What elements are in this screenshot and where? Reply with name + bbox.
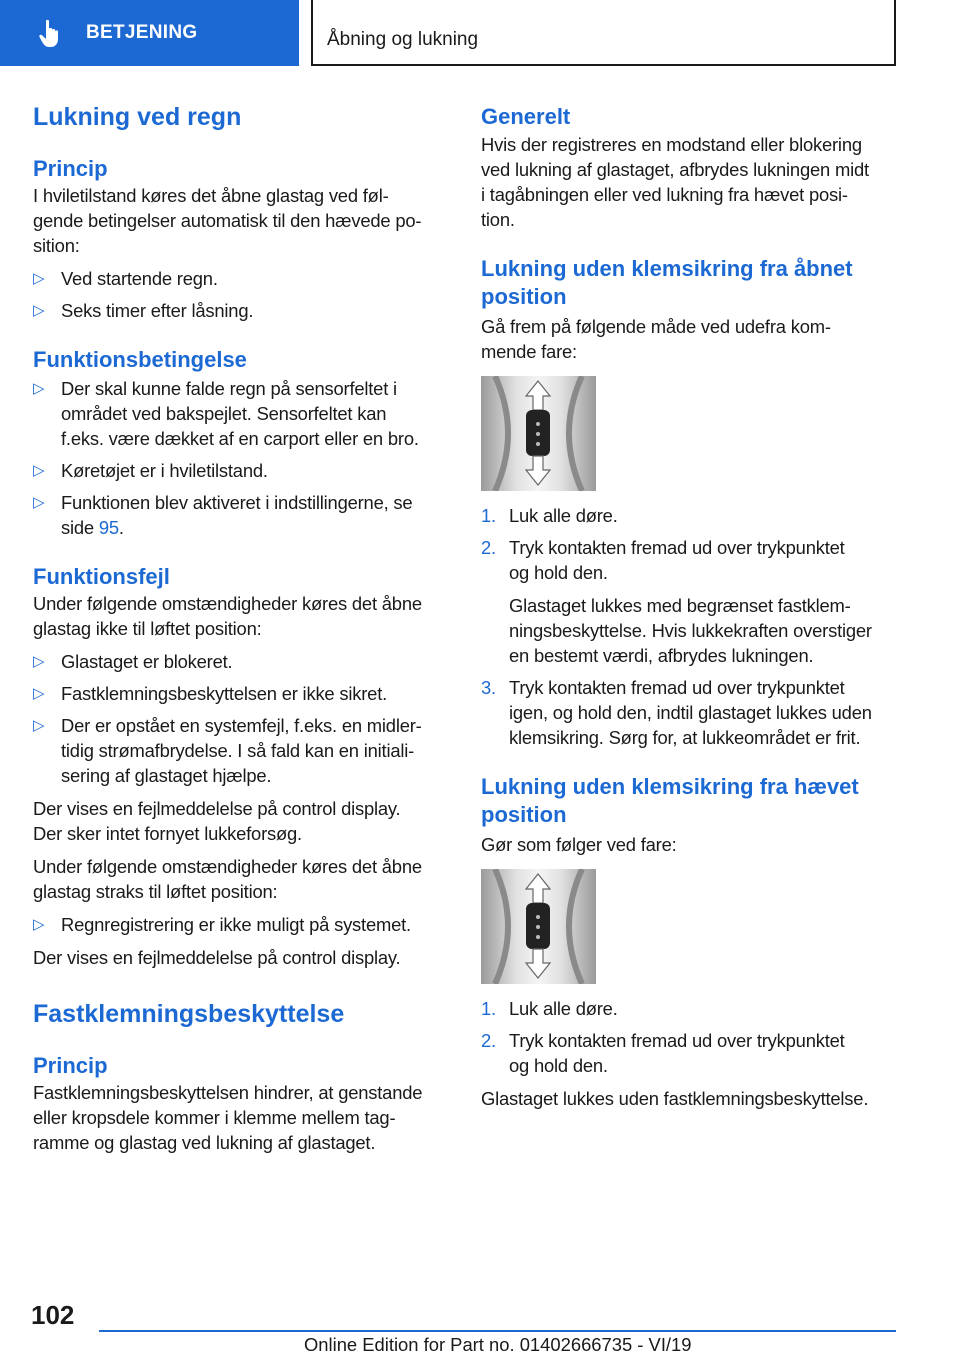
section-tab[interactable]	[0, 0, 299, 66]
triangle-bullet-icon: ▷	[33, 270, 45, 287]
triangle-bullet-icon: ▷	[33, 916, 45, 933]
list-item: ▷ Fastklemningsbeskyttelsen er ikke sikret.	[33, 683, 388, 704]
heading-lukning-aabnet: Lukning uden klemsikring fra åbnet position	[481, 256, 853, 309]
left-column	[33, 100, 449, 1155]
paragraph-princip: I hviletilstand køres det åbne glastag ved føl- gende betingelser automatisk til den hævede po- sition:	[33, 185, 422, 256]
list-item: 1. Luk alle døre.	[481, 998, 618, 1019]
list-item: 3. Tryk kontakten fremad ud over trykpunktet igen, og hold den, indtil glastaget lukkes uden klemsikring. Sørg for, at lukkeområdet er frit.	[481, 677, 872, 748]
triangle-bullet-icon: ▷	[33, 302, 45, 319]
heading-princip: Princip	[33, 156, 108, 181]
paragraph-haevet-intro: Gør som følger ved fare:	[481, 834, 677, 855]
triangle-bullet-icon: ▷	[33, 685, 45, 702]
heading-funktionsbetingelse: Funktionsbetingelse	[33, 347, 247, 372]
paragraph-generelt: Hvis der registreres en modstand eller blokering ved lukning af glastaget, afbrydes lukningen midt i tagåbningen eller ved lukning fra hævet posi- tion.	[481, 134, 869, 230]
subsection-title: Åbning og lukning	[327, 29, 479, 50]
paragraph-fejl-straks: Under følgende omstændigheder køres det åbne glastag straks til løftet position:	[33, 856, 422, 902]
list-item: ▷ Funktionen blev aktiveret i indstillingerne, se side 95.	[33, 492, 413, 538]
footer-edition: Online Edition for Part no. 01402666735 - VI/19	[304, 1334, 692, 1355]
paragraph-princip-2: Fastklemningsbeskyttelsen hindrer, at genstande eller kropsdele kommer i klemme mellem tag- ramme og glastag ved lukning af glastaget.	[33, 1082, 423, 1153]
roof-switch-image	[481, 376, 596, 491]
page-number: 102	[31, 1300, 75, 1330]
page-link-95[interactable]: 95	[98, 517, 119, 538]
heading-fastklemningsbeskyttelse: Fastklemningsbeskyttelse	[33, 1000, 345, 1028]
list-item: ▷ Seks timer efter låsning.	[33, 300, 254, 321]
list-item: 2. Tryk kontakten fremad ud over trykpunktet og hold den.	[481, 1030, 845, 1076]
triangle-bullet-icon: ▷	[33, 380, 45, 397]
triangle-bullet-icon: ▷	[33, 462, 45, 479]
paragraph-fejl-display: Der vises en fejlmeddelelse på control display. Der sker intet fornyet lukkeforsøg.	[33, 798, 401, 844]
roof-switch-illustration	[481, 869, 596, 984]
list-item: ▷ Der er opstået en systemfejl, f.eks. en midler- tidig strømafbrydelse. I så fald kan en initiali- sering af glastaget hjælpe.	[33, 715, 422, 786]
list-item: ▷ Ved startende regn.	[33, 268, 218, 289]
paragraph-final: Glastaget lukkes uden fastklemningsbeskyttelse.	[481, 1088, 869, 1109]
list-item: 1. Luk alle døre.	[481, 505, 618, 526]
list-item: ▷ Køretøjet er i hviletilstand.	[33, 460, 268, 481]
triangle-bullet-icon: ▷	[33, 494, 45, 511]
paragraph-fejl-intro: Under følgende omstændigheder køres det åbne glastag ikke til løftet position:	[33, 593, 422, 639]
list-item: ▷ Glastaget er blokeret.	[33, 651, 233, 672]
heading-lukning-haevet: Lukning uden klemsikring fra hævet position	[481, 774, 859, 827]
list-item: 2. Tryk kontakten fremad ud over trykpunktet og hold den.	[481, 537, 845, 583]
list-item: Glastaget lukkes med begrænset fastklem- ningsbeskyttelse. Hvis lukkekraften overstiger en bestemt værdi, afbrydes lukningen.	[509, 595, 872, 666]
heading-lukning-ved-regn: Lukning ved regn	[33, 103, 242, 131]
page-header	[0, 0, 960, 66]
heading-funktionsfejl: Funktionsfejl	[33, 564, 170, 589]
right-column	[481, 100, 897, 1111]
list-item: ▷ Regnregistrering er ikke muligt på systemet.	[33, 914, 411, 935]
roof-switch-image	[481, 869, 596, 984]
paragraph-fejl-display-2: Der vises en fejlmeddelelse på control display.	[33, 947, 401, 968]
list-item: ▷ Der skal kunne falde regn på sensorfeltet i området ved bakspejlet. Sensorfeltet kan f.eks. være dækket af en carport eller en bro.	[33, 378, 419, 449]
triangle-bullet-icon: ▷	[33, 717, 45, 734]
roof-switch-illustration	[481, 376, 596, 491]
heading-generelt: Generelt	[481, 104, 571, 129]
heading-princip-2: Princip	[33, 1053, 108, 1078]
hand-pointer-icon	[38, 18, 64, 48]
triangle-bullet-icon: ▷	[33, 653, 45, 670]
paragraph-aabnet-intro: Gå frem på følgende måde ved udefra kom- mende fare:	[481, 316, 831, 362]
footer-divider	[99, 1330, 896, 1332]
subsection-tab[interactable]	[311, 0, 896, 66]
section-title: BETJENING	[86, 22, 198, 43]
